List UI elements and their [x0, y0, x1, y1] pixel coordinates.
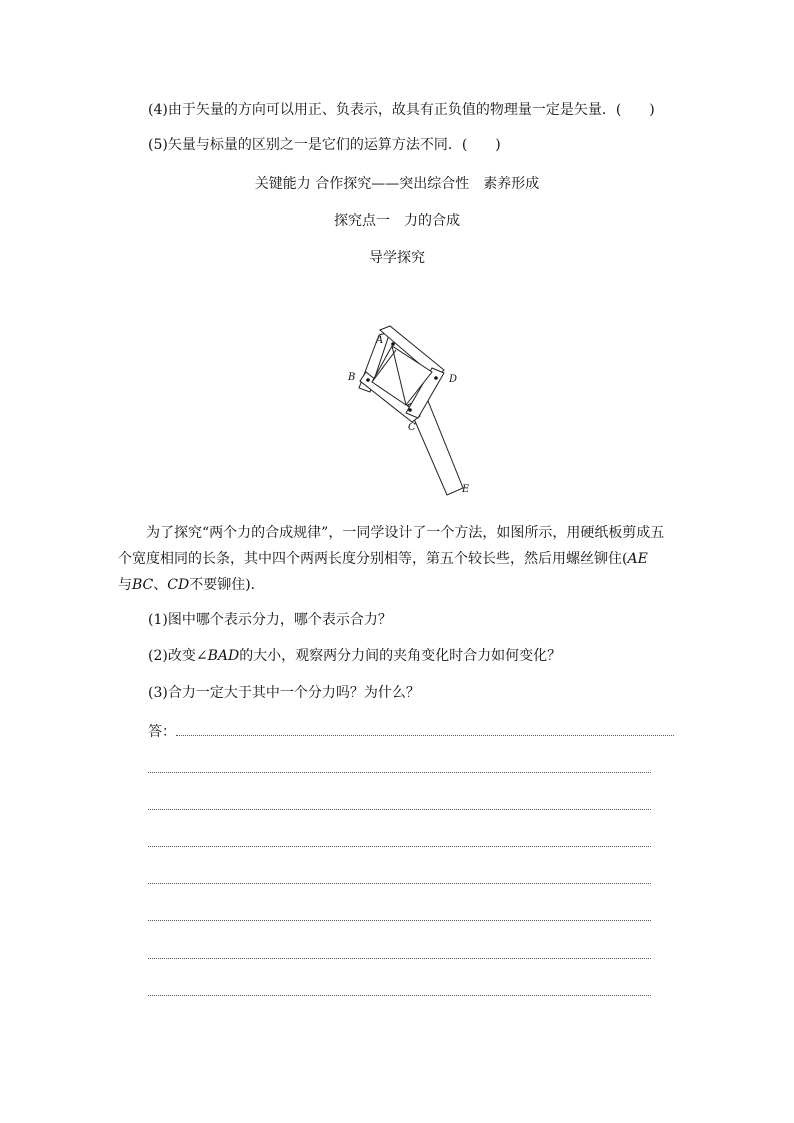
answer-line-4[interactable]: [148, 846, 651, 847]
statement-5: (5)矢量与标量的区别之一是它们的运算方法不同．( ): [148, 137, 501, 153]
label-c: C: [408, 422, 416, 433]
answer-line-5[interactable]: [148, 883, 651, 884]
subsection-title: 探究点一 力的合成: [334, 213, 460, 229]
label-b: B: [348, 372, 356, 383]
question-2-prefix: (2)改变∠: [148, 648, 208, 664]
description-paragraph: [118, 520, 678, 598]
question-1: (1)图中哪个表示分力，哪个表示合力？: [148, 612, 392, 628]
answer-line-2[interactable]: [148, 772, 651, 773]
answer-line-3[interactable]: [148, 809, 651, 810]
rivet-d: [434, 376, 438, 380]
question-3: (3)合力一定大于其中一个分力吗？为什么？: [148, 685, 420, 701]
section-title: 关键能力 合作探究——突出综合性 素养形成: [254, 176, 540, 192]
description-text-1: 为了探究“两个力的合成规律”，一同学设计了一个方法，如图所示，用硬纸板剪成五个宽度相同的长条，其中四个两两长度分别相等，第五个较长些，然后用螺丝铆住(: [118, 525, 665, 567]
answer-label: 答：: [148, 724, 176, 740]
description-text-3: 、: [153, 577, 168, 593]
rivet-b: [366, 378, 370, 382]
answer-line-1[interactable]: [176, 735, 674, 736]
label-a: A: [376, 335, 384, 346]
label-e: E: [462, 484, 470, 495]
segment-bc: BC: [132, 577, 154, 593]
answer-line-8[interactable]: [148, 995, 651, 996]
question-2: [148, 646, 561, 666]
angle-bad: BAD: [207, 648, 240, 664]
answer-line-6[interactable]: [148, 920, 651, 921]
force-linkage-figure: [340, 322, 480, 502]
segment-ae: AE: [627, 551, 648, 567]
description-text-2: 与: [118, 577, 132, 593]
label-d: D: [449, 374, 458, 385]
description-text-4: 不要铆住)．: [189, 577, 265, 593]
statement-4: (4)由于矢量的方向可以用正、负表示，故具有正负值的物理量一定是矢量．( ): [148, 102, 655, 118]
sub-heading: 导学探究: [369, 250, 425, 266]
question-2-suffix: 的大小，观察两分力间的夹角变化时合力如何变化？: [239, 648, 562, 664]
rivet-a: [391, 342, 395, 346]
answer-line-7[interactable]: [148, 958, 651, 959]
segment-cd: CD: [167, 577, 190, 593]
rivet-c: [408, 408, 412, 412]
